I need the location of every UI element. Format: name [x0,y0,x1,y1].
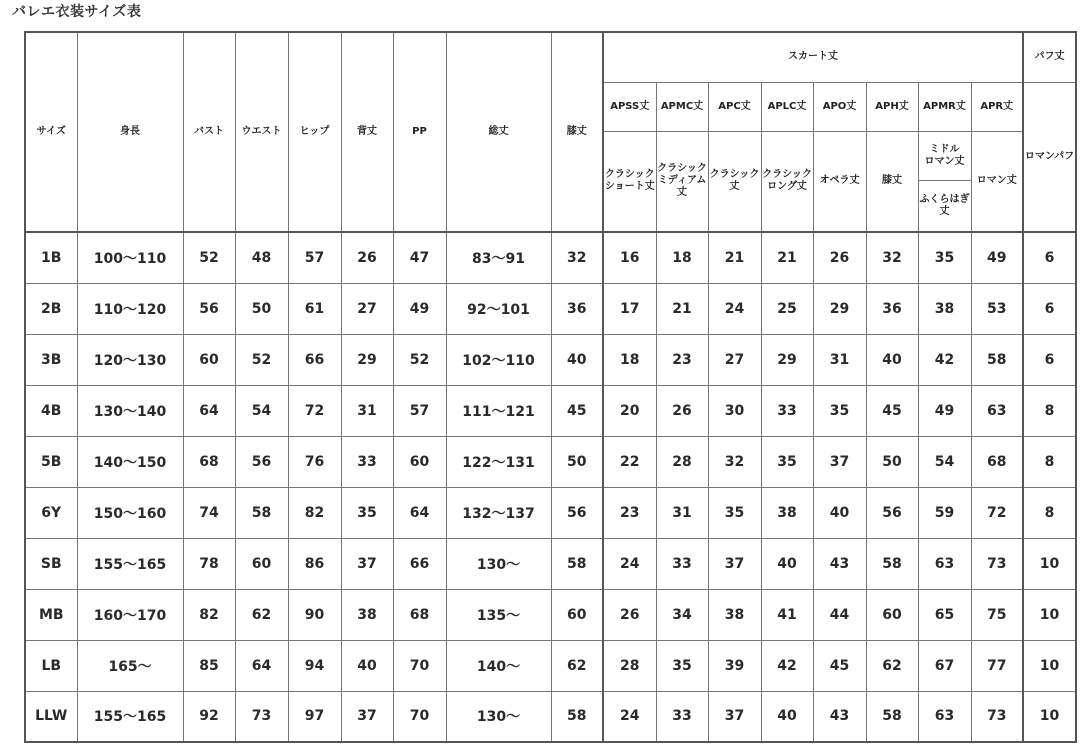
header-skirt-name-aph: 膝丈 [866,131,918,232]
cell-apss: 20 [603,385,656,436]
header-bust: バスト [183,32,235,232]
cell-height: 160〜170 [77,589,183,640]
table-row [25,283,1076,334]
header-skirt-code-apo: APO丈 [813,82,866,131]
cell-pp: 52 [393,334,446,385]
header-hip: ヒップ [288,32,341,232]
cell-waist: 54 [235,385,288,436]
cell-apo: 31 [813,334,866,385]
cell-knee-length: 50 [551,436,603,487]
cell-apo: 45 [813,640,866,691]
cell-size: SB [25,538,77,589]
cell-waist: 52 [235,334,288,385]
cell-apmr: 38 [918,283,971,334]
header-knee-length: 膝丈 [551,32,603,232]
cell-total-length: 92〜101 [446,283,551,334]
cell-size: LLW [25,691,77,742]
cell-apmr: 63 [918,538,971,589]
cell-apc: 35 [708,487,761,538]
table-body [25,232,1076,742]
table-row [25,385,1076,436]
cell-apr: 77 [971,640,1023,691]
cell-back-length: 31 [341,385,393,436]
size-table [24,31,1077,743]
cell-back-length: 35 [341,487,393,538]
cell-aph: 32 [866,232,918,283]
table-row [25,691,1076,742]
table-row [25,589,1076,640]
header-skirt-name-apmr-bottom: ふくらはぎ丈 [918,180,971,232]
cell-apmr: 63 [918,691,971,742]
cell-apmc: 18 [656,232,708,283]
cell-apc: 38 [708,589,761,640]
cell-bust: 52 [183,232,235,283]
cell-apr: 75 [971,589,1023,640]
cell-puff: 10 [1023,538,1076,589]
cell-aph: 50 [866,436,918,487]
cell-hip: 66 [288,334,341,385]
cell-height: 110〜120 [77,283,183,334]
cell-apc: 37 [708,538,761,589]
cell-total-length: 132〜137 [446,487,551,538]
cell-total-length: 122〜131 [446,436,551,487]
cell-aplc: 29 [761,334,813,385]
cell-aph: 56 [866,487,918,538]
cell-apo: 40 [813,487,866,538]
cell-apc: 39 [708,640,761,691]
cell-apo: 26 [813,232,866,283]
cell-total-length: 102〜110 [446,334,551,385]
cell-apmr: 67 [918,640,971,691]
cell-hip: 57 [288,232,341,283]
header-skirt-name-apc: クラシック丈 [708,131,761,232]
cell-height: 150〜160 [77,487,183,538]
cell-apc: 37 [708,691,761,742]
header-pp: PP [393,32,446,232]
cell-pp: 60 [393,436,446,487]
header-skirt-code-apmc: APMC丈 [656,82,708,131]
cell-apss: 16 [603,232,656,283]
cell-apmr: 35 [918,232,971,283]
cell-size: MB [25,589,77,640]
header-skirt-name-apmc: クラシック ミディアム丈 [656,131,708,232]
table-row [25,487,1076,538]
cell-aplc: 21 [761,232,813,283]
header-skirt-code-apr: APR丈 [971,82,1023,131]
cell-knee-length: 36 [551,283,603,334]
cell-size: 2B [25,283,77,334]
cell-aplc: 38 [761,487,813,538]
cell-aplc: 40 [761,691,813,742]
cell-aplc: 41 [761,589,813,640]
cell-apr: 63 [971,385,1023,436]
cell-back-length: 33 [341,436,393,487]
header-skirt-name-apo: オペラ丈 [813,131,866,232]
cell-height: 155〜165 [77,538,183,589]
cell-bust: 64 [183,385,235,436]
cell-aplc: 35 [761,436,813,487]
cell-hip: 86 [288,538,341,589]
cell-apc: 27 [708,334,761,385]
cell-apmr: 42 [918,334,971,385]
cell-aph: 60 [866,589,918,640]
cell-back-length: 40 [341,640,393,691]
cell-pp: 66 [393,538,446,589]
cell-waist: 48 [235,232,288,283]
cell-pp: 68 [393,589,446,640]
cell-apss: 26 [603,589,656,640]
cell-total-length: 111〜121 [446,385,551,436]
cell-aplc: 33 [761,385,813,436]
cell-apo: 43 [813,538,866,589]
cell-hip: 90 [288,589,341,640]
cell-height: 130〜140 [77,385,183,436]
cell-bust: 92 [183,691,235,742]
cell-apmc: 35 [656,640,708,691]
cell-hip: 76 [288,436,341,487]
cell-puff: 8 [1023,436,1076,487]
cell-apo: 43 [813,691,866,742]
cell-waist: 60 [235,538,288,589]
cell-knee-length: 32 [551,232,603,283]
cell-bust: 82 [183,589,235,640]
cell-height: 165〜 [77,640,183,691]
cell-puff: 6 [1023,283,1076,334]
cell-apmc: 34 [656,589,708,640]
header-skirt-name-aplc: クラシック ロング丈 [761,131,813,232]
cell-apmc: 21 [656,283,708,334]
cell-bust: 68 [183,436,235,487]
cell-apmc: 28 [656,436,708,487]
header-total-length: 総丈 [446,32,551,232]
table-row [25,436,1076,487]
cell-knee-length: 60 [551,589,603,640]
header-skirt-name-apmr-top: ミドル ロマン丈 [918,131,971,180]
cell-back-length: 37 [341,691,393,742]
table-row [25,538,1076,589]
cell-bust: 56 [183,283,235,334]
cell-back-length: 29 [341,334,393,385]
cell-hip: 72 [288,385,341,436]
cell-aph: 36 [866,283,918,334]
cell-apss: 28 [603,640,656,691]
cell-apmr: 49 [918,385,971,436]
cell-pp: 70 [393,640,446,691]
header-skirt-group: スカート丈 [603,32,1023,82]
header-height: 身長 [77,32,183,232]
cell-apc: 21 [708,232,761,283]
cell-total-length: 140〜 [446,640,551,691]
header-skirt-code-apss: APSS丈 [603,82,656,131]
cell-apr: 49 [971,232,1023,283]
cell-aplc: 25 [761,283,813,334]
cell-apss: 17 [603,283,656,334]
cell-bust: 74 [183,487,235,538]
cell-size: 6Y [25,487,77,538]
cell-apmr: 65 [918,589,971,640]
cell-apo: 37 [813,436,866,487]
cell-apmr: 59 [918,487,971,538]
cell-aph: 45 [866,385,918,436]
cell-size: 5B [25,436,77,487]
cell-total-length: 130〜 [446,691,551,742]
cell-knee-length: 56 [551,487,603,538]
cell-hip: 94 [288,640,341,691]
cell-back-length: 27 [341,283,393,334]
cell-bust: 85 [183,640,235,691]
header-skirt-code-aph: APH丈 [866,82,918,131]
cell-waist: 64 [235,640,288,691]
header-puff-name: ロマンパフ [1023,82,1076,232]
cell-apr: 72 [971,487,1023,538]
cell-apmc: 33 [656,691,708,742]
cell-apss: 24 [603,691,656,742]
table-row [25,640,1076,691]
cell-height: 100〜110 [77,232,183,283]
cell-height: 140〜150 [77,436,183,487]
cell-apr: 53 [971,283,1023,334]
cell-bust: 78 [183,538,235,589]
cell-apc: 30 [708,385,761,436]
cell-waist: 56 [235,436,288,487]
cell-apo: 35 [813,385,866,436]
cell-total-length: 83〜91 [446,232,551,283]
cell-waist: 50 [235,283,288,334]
header-back-length: 背丈 [341,32,393,232]
cell-hip: 97 [288,691,341,742]
cell-apo: 44 [813,589,866,640]
cell-pp: 47 [393,232,446,283]
cell-apss: 24 [603,538,656,589]
cell-aph: 40 [866,334,918,385]
cell-apc: 24 [708,283,761,334]
cell-apmc: 33 [656,538,708,589]
table-row [25,334,1076,385]
cell-total-length: 135〜 [446,589,551,640]
cell-size: 3B [25,334,77,385]
cell-apmc: 26 [656,385,708,436]
cell-puff: 6 [1023,334,1076,385]
cell-total-length: 130〜 [446,538,551,589]
cell-puff: 8 [1023,385,1076,436]
cell-apc: 32 [708,436,761,487]
cell-pp: 64 [393,487,446,538]
cell-size: LB [25,640,77,691]
cell-knee-length: 58 [551,538,603,589]
cell-apo: 29 [813,283,866,334]
cell-puff: 8 [1023,487,1076,538]
cell-knee-length: 62 [551,640,603,691]
cell-apmc: 31 [656,487,708,538]
cell-hip: 61 [288,283,341,334]
cell-aplc: 40 [761,538,813,589]
cell-hip: 82 [288,487,341,538]
cell-apss: 18 [603,334,656,385]
cell-height: 155〜165 [77,691,183,742]
cell-apr: 73 [971,538,1023,589]
cell-apr: 73 [971,691,1023,742]
cell-apr: 68 [971,436,1023,487]
cell-knee-length: 40 [551,334,603,385]
cell-aph: 58 [866,538,918,589]
cell-back-length: 38 [341,589,393,640]
cell-puff: 10 [1023,691,1076,742]
cell-bust: 60 [183,334,235,385]
header-skirt-name-apr: ロマン丈 [971,131,1023,232]
cell-apss: 22 [603,436,656,487]
page-title: バレエ衣装サイズ表 [12,4,142,20]
header-skirt-code-aplc: APLC丈 [761,82,813,131]
header-size: サイズ [25,32,77,232]
cell-knee-length: 58 [551,691,603,742]
cell-knee-length: 45 [551,385,603,436]
cell-aph: 58 [866,691,918,742]
cell-height: 120〜130 [77,334,183,385]
cell-waist: 62 [235,589,288,640]
cell-aph: 62 [866,640,918,691]
cell-pp: 70 [393,691,446,742]
cell-apss: 23 [603,487,656,538]
cell-puff: 6 [1023,232,1076,283]
cell-pp: 57 [393,385,446,436]
cell-puff: 10 [1023,589,1076,640]
cell-size: 1B [25,232,77,283]
header-puff-group: パフ丈 [1023,32,1076,82]
cell-waist: 73 [235,691,288,742]
cell-aplc: 42 [761,640,813,691]
cell-back-length: 26 [341,232,393,283]
cell-puff: 10 [1023,640,1076,691]
header-skirt-code-apc: APC丈 [708,82,761,131]
cell-apmc: 23 [656,334,708,385]
cell-apmr: 54 [918,436,971,487]
header-skirt-code-apmr: APMR丈 [918,82,971,131]
header-skirt-name-apss: クラシック ショート丈 [603,131,656,232]
cell-pp: 49 [393,283,446,334]
cell-waist: 58 [235,487,288,538]
cell-apr: 58 [971,334,1023,385]
cell-back-length: 37 [341,538,393,589]
cell-size: 4B [25,385,77,436]
header-waist: ウエスト [235,32,288,232]
table-row [25,232,1076,283]
